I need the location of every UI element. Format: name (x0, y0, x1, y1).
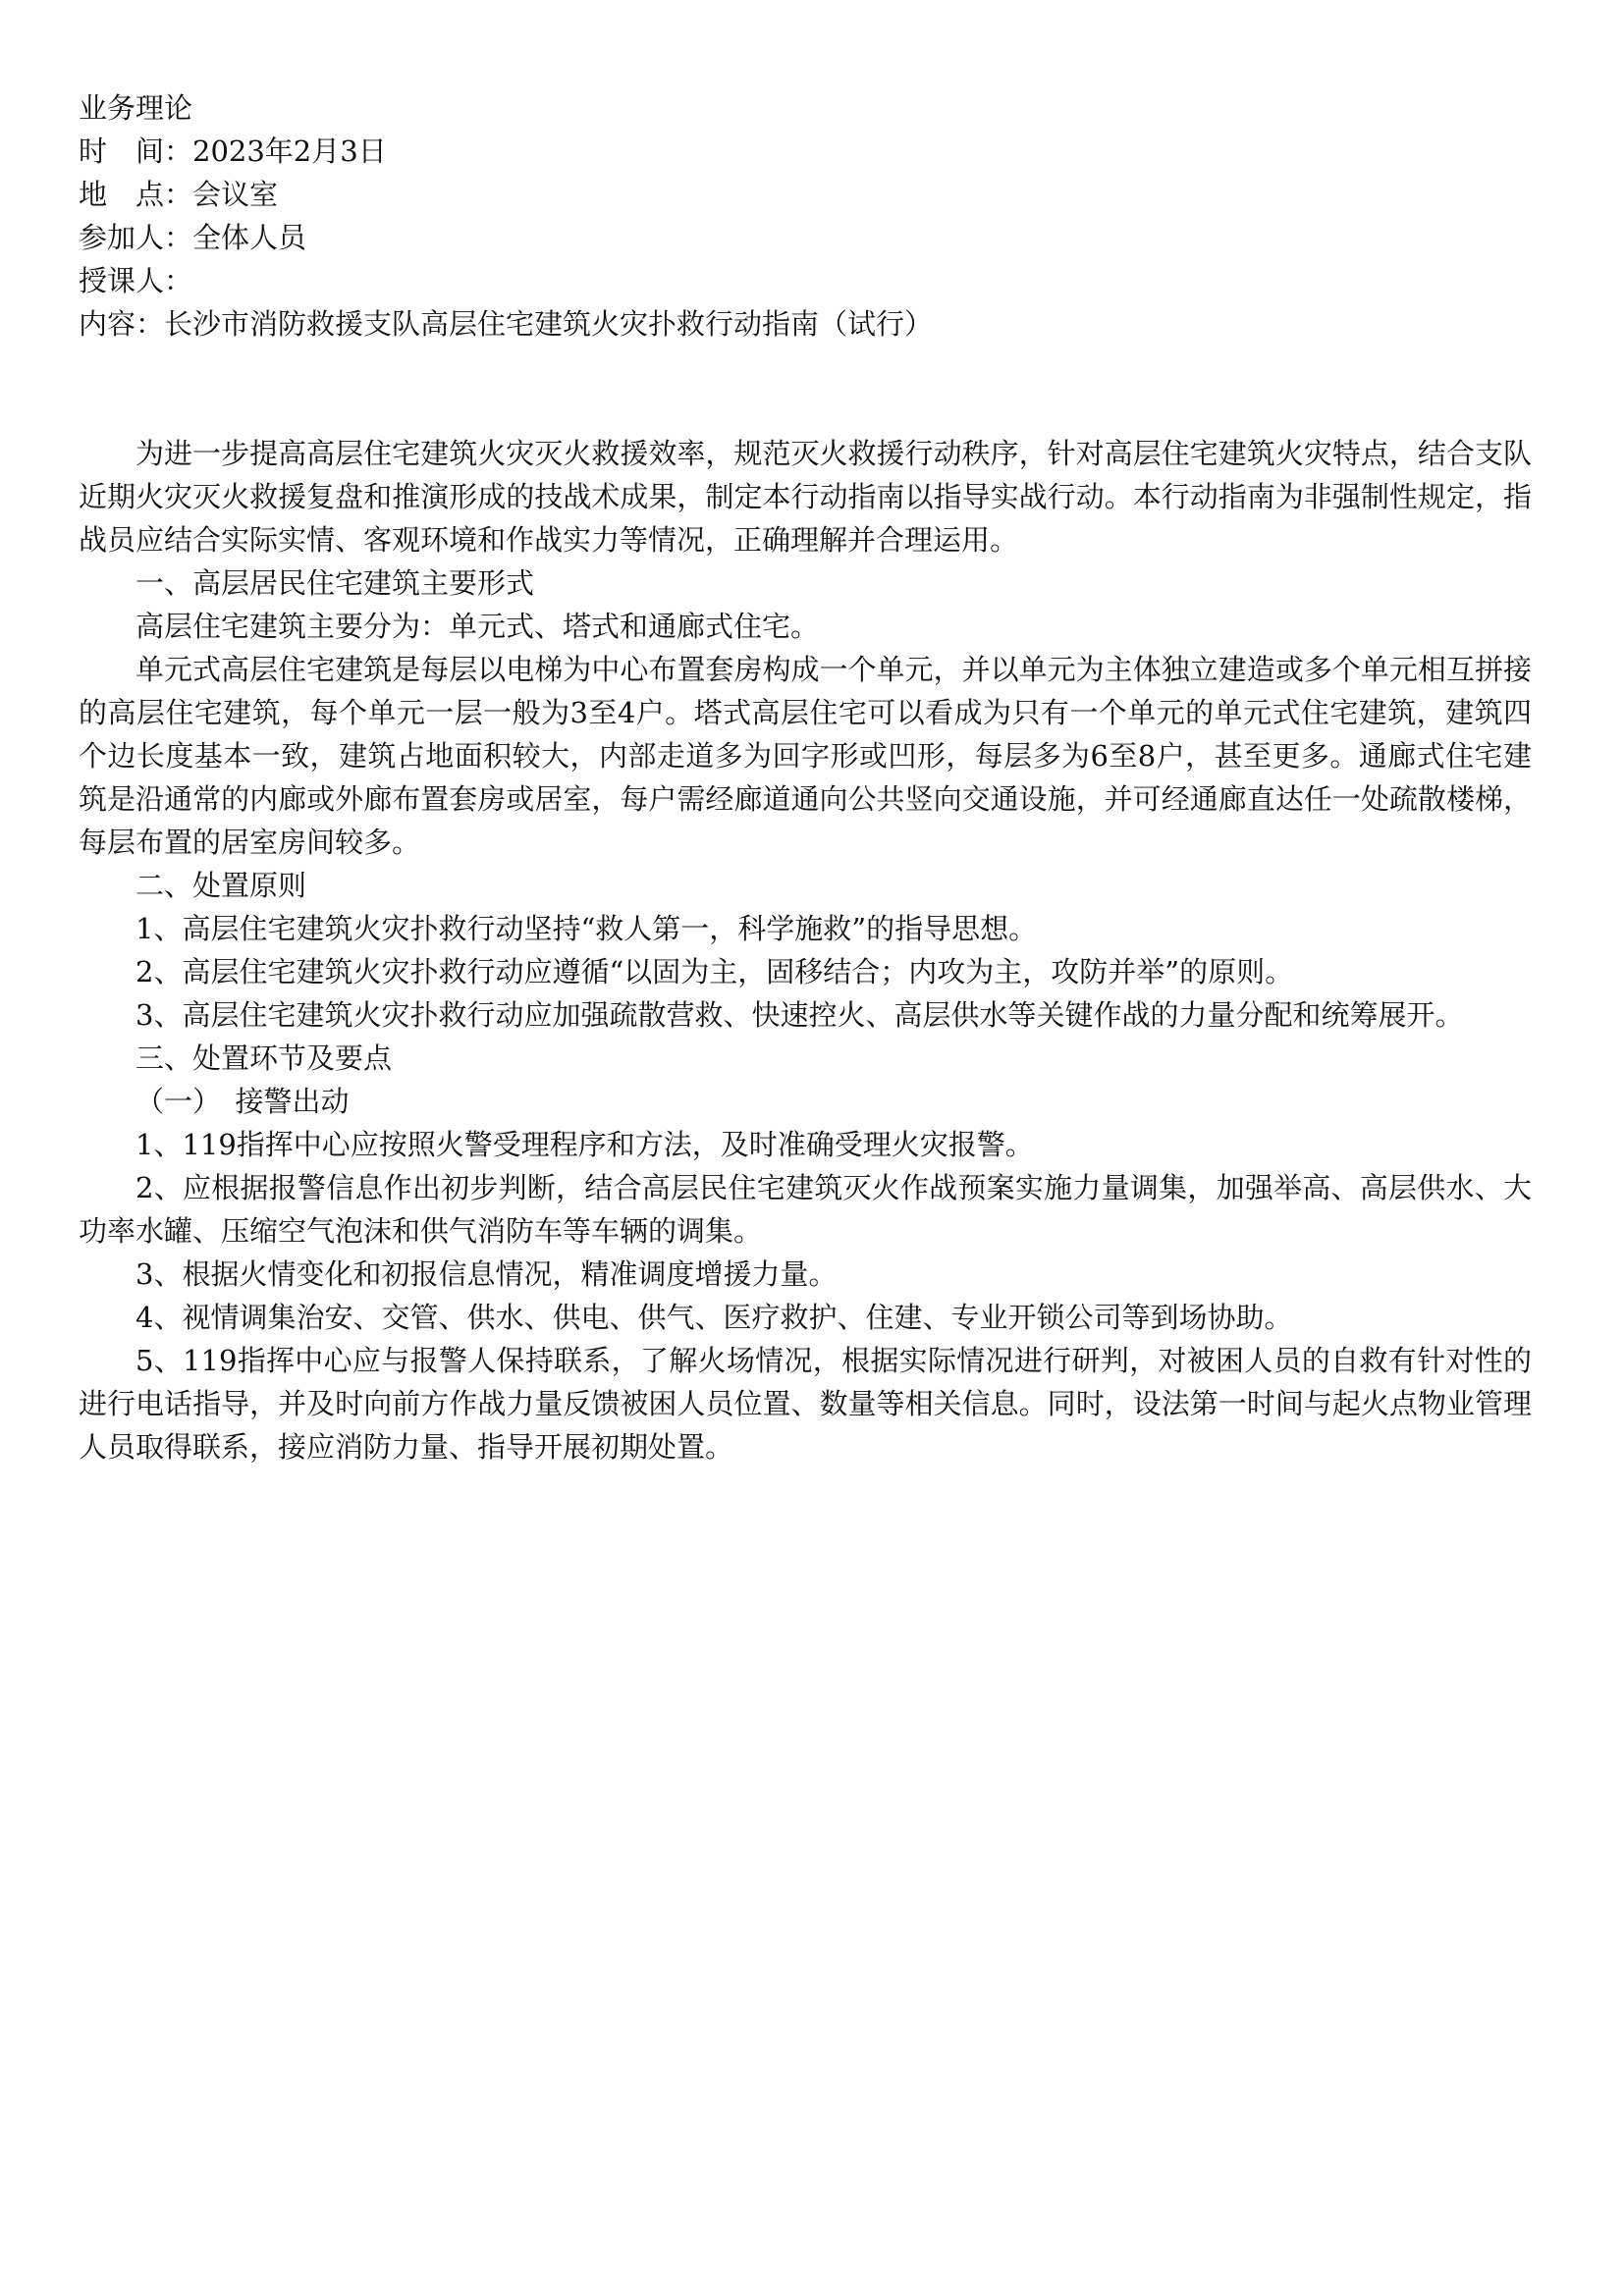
meeting-time: 时 间：2023年2月3日 (79, 134, 387, 168)
document-page (79, 86, 1532, 1468)
body-paragraph: 单元式高层住宅建筑是每层以电梯为中心布置套房构成一个单元，并以单元为主体独立建造或多个单元相互拼接的高层住宅建筑，每个单元一层一般为3至4户。塔式高层住宅可以看成为只有一个单元的单元式住宅建筑，建筑四个边长度基本一致，建筑占地面积较大，内部走道多为回字形或凹形，每层多为6至8户，甚至更多。通廊式住宅建筑是沿通常的内廊或外廊布置套房或居室，每户需经廊道通向公共竖向交通设施，并可经通廊直达任一处疏散楼梯，每层布置的居室房间较多。 (79, 653, 1532, 859)
body-paragraph: 5、119指挥中心应与报警人保持联系，了解火场情况，根据实际情况进行研判，对被困人员的自救有针对性的进行电话指导，并及时向前方作战力量反馈被困人员位置、数量等相关信息。同时，设法第一时间与起火点物业管理人员取得联系，接应消防力量、指导开展初期处置。 (79, 1344, 1532, 1464)
document-title: 业务理论 (79, 91, 193, 125)
body-paragraph: 1、119指挥中心应按照火警受理程序和方法，及时准确受理火灾报警。 (135, 1128, 1034, 1161)
meeting-lecturer: 授课人： (79, 264, 193, 297)
body-paragraph: 1、高层住宅建筑火灾扑救行动坚持“救人第一，科学施救”的指导思想。 (135, 912, 1038, 945)
section-heading-2: 二、处置原则 (135, 869, 307, 902)
body-paragraph: 2、应根据报警信息作出初步判断，结合高层民住宅建筑灭火作战预案实施力量调集，加强举高、高层供水、大功率水罐、压缩空气泡沫和供气消防车等车辆的调集。 (79, 1171, 1532, 1248)
section-heading-3: 三、处置环节及要点 (135, 1041, 393, 1075)
meeting-content: 内容：长沙市消防救援支队高层住宅建筑火灾扑救行动指南（试行） (79, 307, 934, 341)
meeting-place: 地 点：会议室 (79, 178, 279, 211)
header-body-gap (79, 346, 1532, 432)
body-paragraph: 4、视情调集治安、交管、供水、供电、供气、医疗救护、住建、专业开锁公司等到场协助。 (135, 1301, 1293, 1334)
body-paragraph: 高层住宅建筑主要分为：单元式、塔式和通廊式住宅。 (135, 610, 820, 643)
body-paragraph: 2、高层住宅建筑火灾扑救行动应遵循“以固为主，固移结合；内攻为主，攻防并举”的原则。 (135, 955, 1294, 988)
intro-paragraph: 为进一步提高高层住宅建筑火灾灭火救援效率，规范灭火救援行动秩序，针对高层住宅建筑火灾特点，结合支队近期火灾灭火救援复盘和推演形成的技战术成果，制定本行动指南以指导实战行动。本行动指南为非强制性规定，指战员应结合实际实情、客观环境和作战实力等情况，正确理解并合理运用。 (79, 437, 1532, 557)
subsection-heading: （一） 接警出动 (135, 1085, 350, 1118)
body-paragraph: 3、根据火情变化和初报信息情况，精准调度增援力量。 (135, 1257, 838, 1291)
section-heading-1: 一、高层居民住宅建筑主要形式 (135, 566, 535, 600)
body-paragraph: 3、高层住宅建筑火灾扑救行动应加强疏散营救、快速控火、高层供水等关键作战的力量分配和统筹展开。 (135, 998, 1464, 1032)
meeting-participants: 参加人：全体人员 (79, 221, 307, 254)
